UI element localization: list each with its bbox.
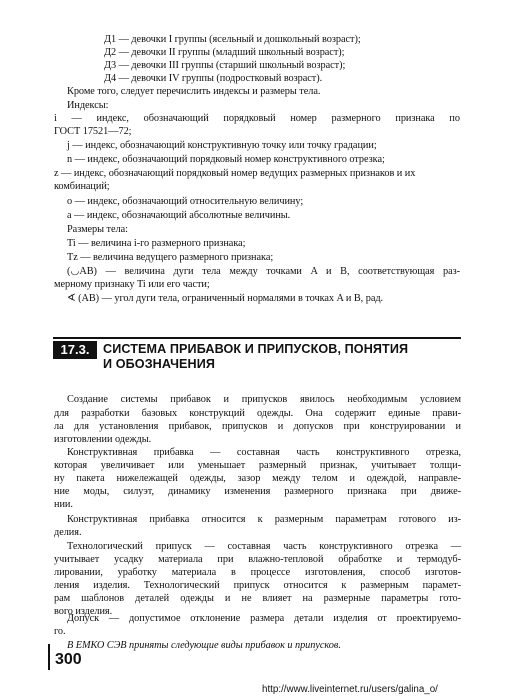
body-line: которая увеличивает или уменьшает размерный признак, учитывает толщи-	[54, 460, 461, 471]
list-item: Д3 — девочки III группы (старший школьный возраст);	[104, 60, 346, 71]
body-line: ние моды, силуэт, динамику изменения размерного признака при движе-	[54, 486, 461, 497]
body-line: изготовлении одежды.	[54, 434, 152, 445]
body-line: вого изделия.	[54, 606, 113, 617]
index-definition: j — индекс, обозначающий конструктивную точку или точку градации;	[67, 140, 377, 151]
body-line: ла для установления прибавок, припусков и допусков при конструировании и	[54, 421, 461, 432]
body-line: лировании, уработку материала в процессе изготовления, способ изготов-	[54, 567, 461, 578]
index-definition: ГОСТ 17521—72;	[54, 126, 132, 137]
section-title: СИСТЕМА ПРИБАВОК И ПРИПУСКОВ, ПОНЯТИЯ	[103, 342, 409, 356]
body-line: для разработки базовых конструкций одежды. Она содержит единые прави-	[54, 408, 461, 419]
body-line: В ЕМКО СЭВ приняты следующие виды прибавок и припусков.	[67, 640, 341, 651]
sizes-heading: Размеры тела:	[67, 224, 128, 235]
body-line: ления изделия. Технологический припуск относится к размерным парамет-	[54, 580, 461, 591]
index-definition: i — индекс, обозначающий порядковый номер размерного признака по	[54, 113, 460, 124]
list-item: Д4 — девочки IV группы (подростковый возраст).	[104, 73, 323, 84]
page-number: 300	[55, 651, 82, 668]
index-definition: z — индекс, обозначающий порядковый номер ведущих размерных признаков и их комбинаций;	[54, 168, 416, 192]
index-definition: n — индекс, обозначающий порядковый номер конструктивного отрезка;	[67, 154, 385, 165]
page-number-bar	[48, 644, 50, 670]
body-line: нии.	[54, 499, 73, 510]
list-item: Д1 — девочки I группы (ясельный и дошкольный возраст);	[104, 34, 361, 45]
size-definition: мерному признаку Ti или его части;	[54, 279, 210, 290]
body-line: Создание системы прибавок и припусков явилось необходимым условием	[67, 394, 461, 405]
size-definition: (◡AB) — величина дуги тела между точками A и B, соответствующая раз-	[67, 266, 460, 277]
body-line: учитывает усадку материала при влажно-тепловой обработке и термодуб-	[54, 554, 461, 565]
footer-url: http://www.liveinternet.ru/users/galina_o/	[262, 684, 438, 695]
body-line: Технологический припуск — составная часть конструктивного отрезка —	[67, 541, 461, 552]
body-line: делия.	[54, 527, 82, 538]
indices-heading: Индексы:	[67, 100, 109, 111]
body-line: Допуск — допустимое отклонение размера детали изделия от проектируемо-	[67, 613, 461, 624]
body-line: Конструктивная прибавка относится к размерным параметрам готового из-	[67, 514, 461, 525]
body-line: Конструктивная прибавка — составная часть конструктивного отрезка,	[67, 447, 461, 458]
size-definition: Tz — величина ведущего размерного признака;	[67, 252, 274, 263]
paragraph-line: Кроме того, следует перечислить индексы и размеры тела.	[67, 86, 321, 97]
index-definition: o — индекс, обозначающий относительную величину;	[67, 196, 304, 207]
section-rule-top	[53, 337, 461, 339]
body-line: го.	[54, 626, 66, 637]
index-definition: a — индекс, обозначающий абсолютные величины.	[67, 210, 291, 221]
size-definition: ∢ (AB) — угол дуги тела, ограниченный нормалями в точках A и B, рад.	[67, 293, 384, 304]
section-number: 17.3.	[53, 341, 97, 359]
section-title: И ОБОЗНАЧЕНИЯ	[103, 357, 216, 371]
list-item: Д2 — девочки II группы (младший школьный возраст);	[104, 47, 345, 58]
body-line: ну пакета нижележащей одежды, зазор между телом и одеждой, направле-	[54, 473, 461, 484]
body-line: рам шаблонов деталей одежды и не влияет на размерные параметры гото-	[54, 593, 461, 604]
size-definition: Ti — величина i-го размерного признака;	[67, 238, 246, 249]
